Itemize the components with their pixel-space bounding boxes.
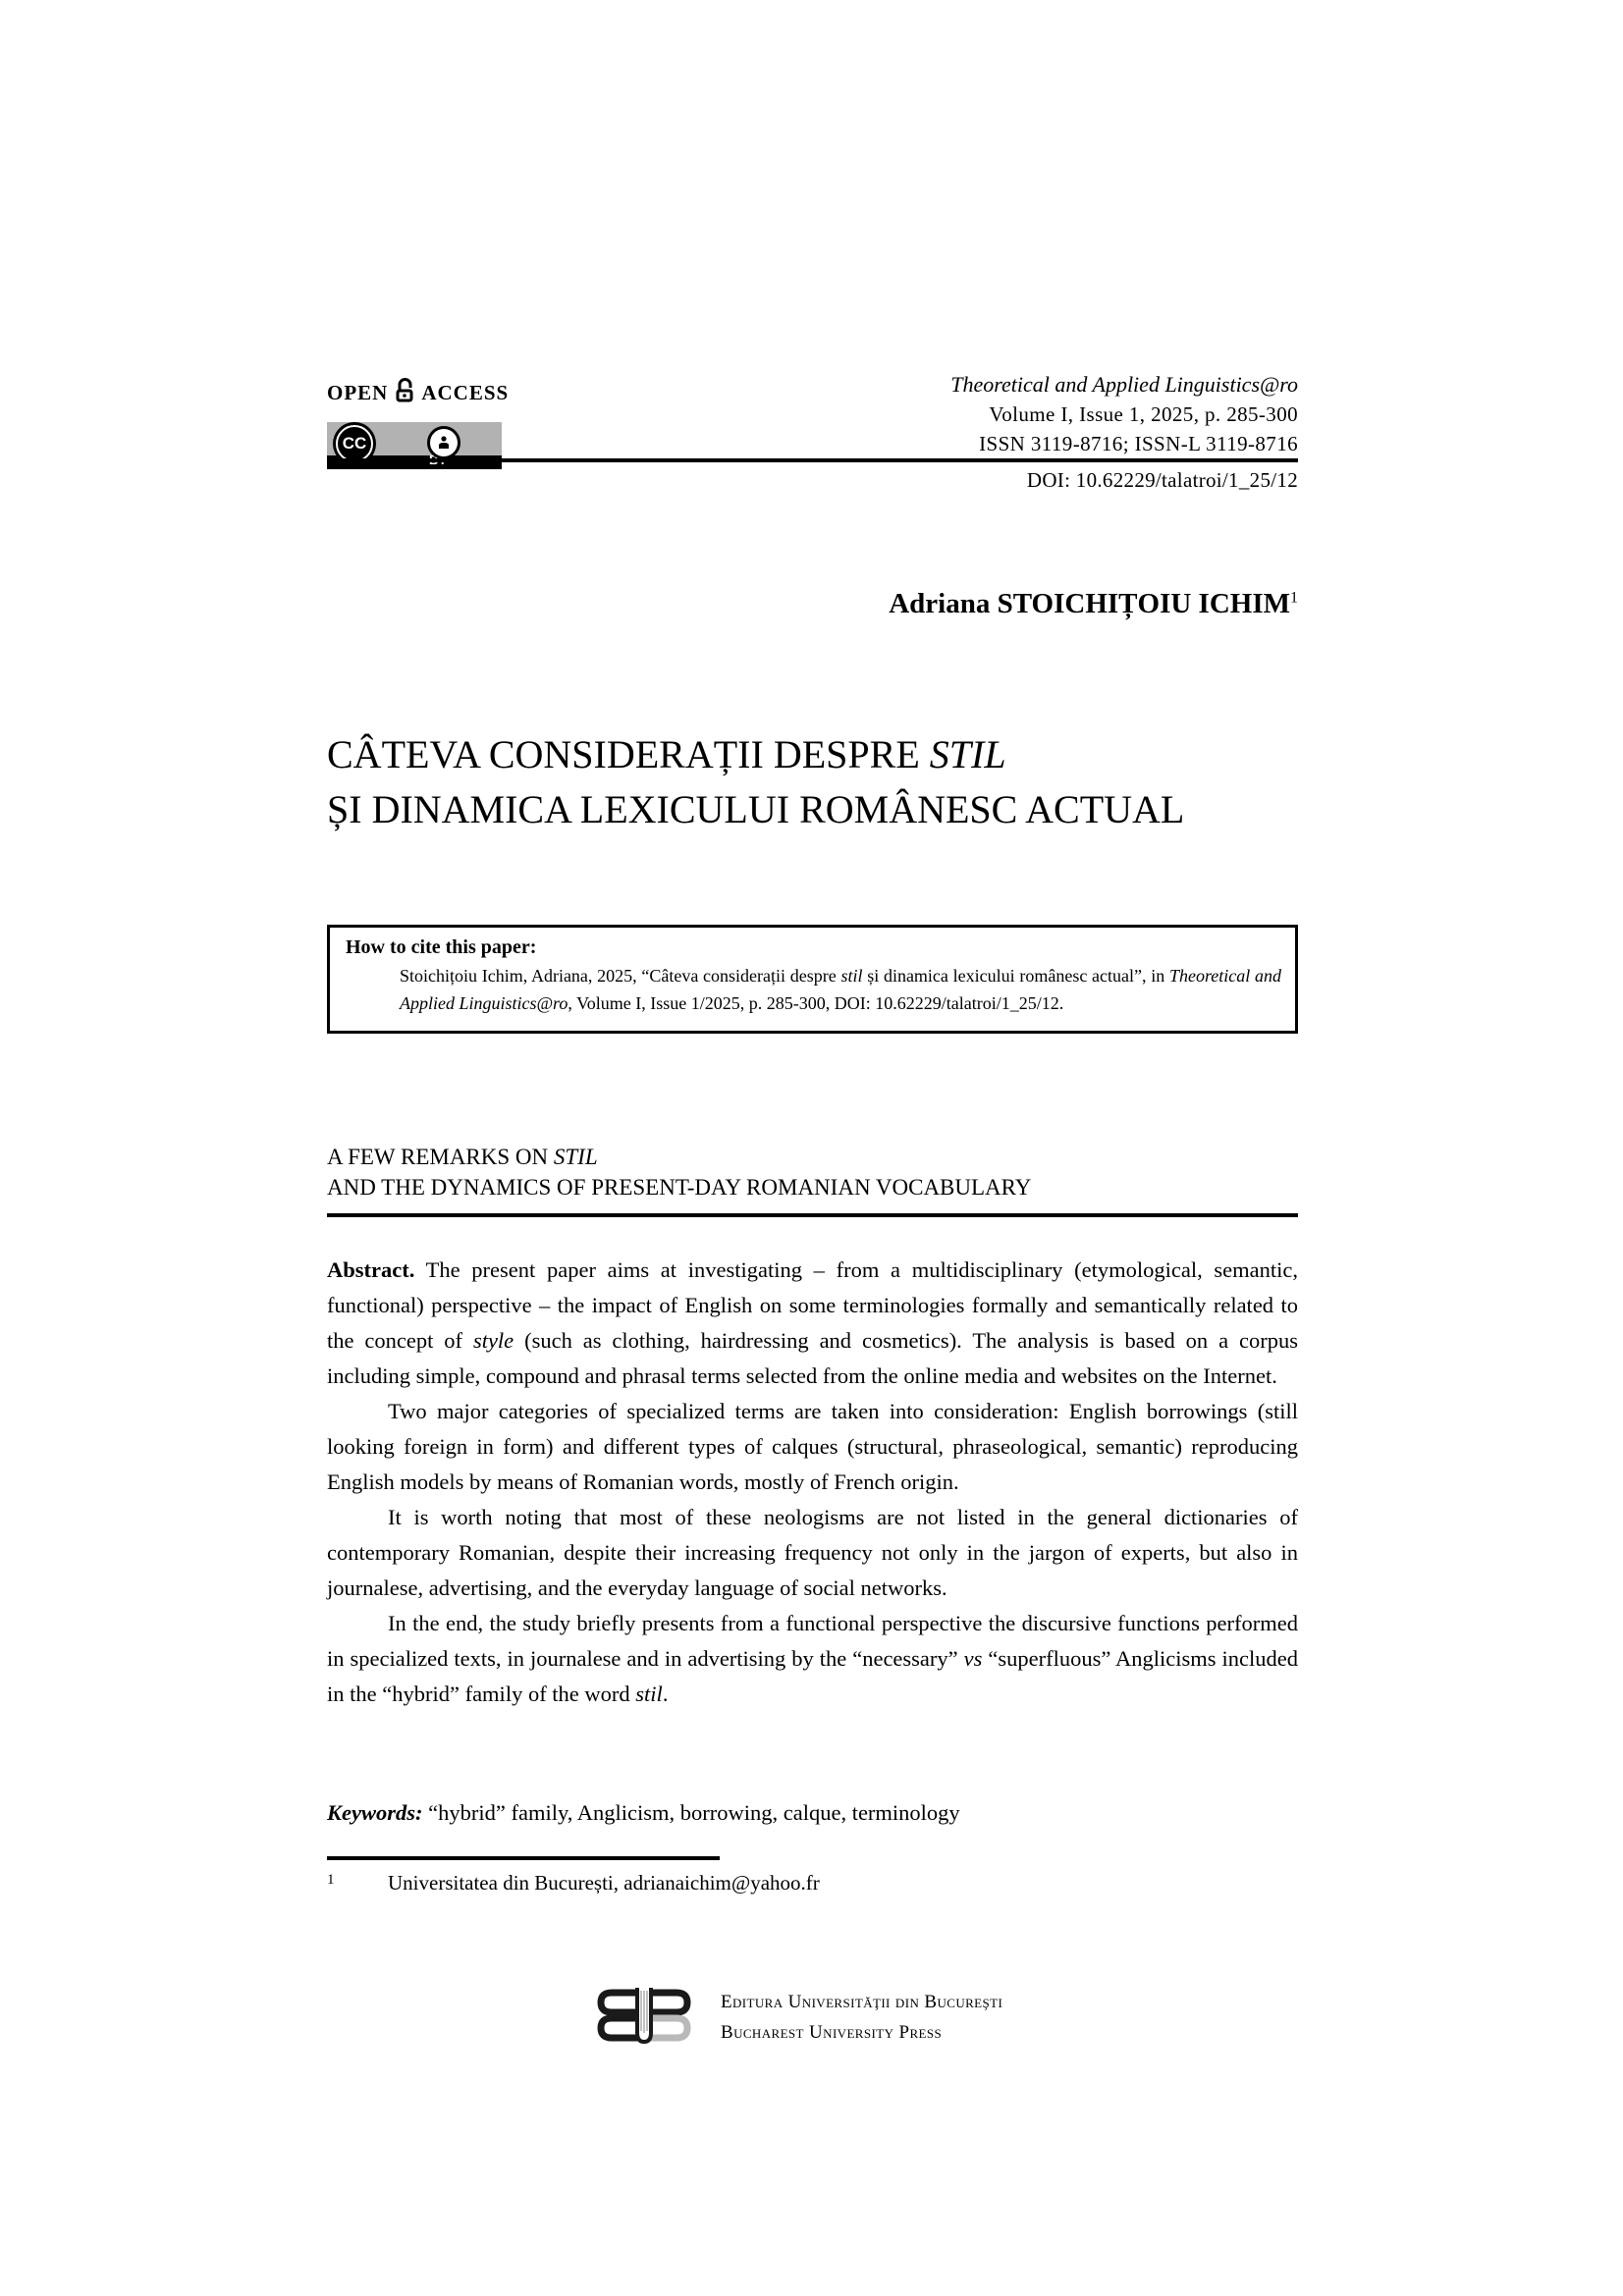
journal-info [950, 370, 1298, 458]
author-given-name: Adriana [889, 588, 998, 619]
open-access-access-text: ACCESS [421, 380, 510, 404]
abstract-p1-seg2: (such as clothing, hairdressing and cosmetics). The analysis is based on a corpus including simple, compound and phrasal terms selected from the online media and websites on the Internet. [327, 1328, 1298, 1388]
publisher-name-en: Bucharest University Press [721, 2021, 943, 2043]
english-title-line1-italic: STIL [553, 1145, 598, 1169]
abstract-p4-seg2: “superfluous” Anglicisms included in the “hybrid” family of the word [327, 1646, 1298, 1706]
abstract-divider [327, 1213, 1298, 1217]
open-lock-icon [395, 377, 414, 408]
footnote-marker: 1 [327, 1872, 335, 1888]
publisher-name-ro: Editura Universităţii din Bucureşti [721, 1991, 1003, 2012]
doi-line: DOI: 10.62229/talatroi/1_25/12 [1026, 468, 1298, 492]
cc-icon [336, 425, 373, 462]
abstract-paragraph-1 [327, 1253, 1298, 1394]
header-divider [327, 458, 1298, 462]
abstract-label: Abstract. [327, 1257, 415, 1282]
keywords-text: “hybrid” family, Anglicism, borrowing, calque, terminology [422, 1800, 960, 1825]
abstract-p4-italic1: vs [963, 1646, 983, 1671]
cc-letters: CC [342, 434, 367, 453]
journal-volume-line: Volume I, Issue 1, 2025, p. 285-300 [989, 402, 1298, 426]
abstract-paragraph-3: It is worth noting that most of these neologisms are not listed in the general dictionaries of contemporary Romanian, despite their increasing frequency not only in the jargon of experts, but also in journalese, advertising, and the everyday language of social networks. [327, 1505, 1298, 1600]
abstract-paragraph-2: Two major categories of specialized terms are taken into consideration: English borrowings (still looking foreign in form) and different types of calques (structural, phraseological, semantic) reproducing English models by means of Romanian words, mostly of French origin. [327, 1399, 1298, 1494]
footnote [327, 1871, 1298, 1896]
cite-seg1: Stoichițoiu Ichim, Adriana, 2025, “Câteva considerații despre [400, 966, 841, 986]
footnote-text: Universitatea din București, adrianaichim@yahoo.fr [388, 1871, 820, 1895]
how-to-cite-box [327, 925, 1298, 1034]
keywords-line [327, 1800, 1298, 1826]
open-access-open-text: OPEN [327, 380, 389, 404]
attribution-person-icon [427, 426, 460, 459]
publisher-block [593, 1982, 1002, 2052]
cite-heading: How to cite this paper: [346, 936, 537, 958]
abstract-p1-seg1: The present paper aims at investigating – from a multidisciplinary (etymological, semantic, functional) perspective – the impact of English on some terminologies formally and semantically related to the concept of [327, 1257, 1298, 1353]
author-footnote-ref: 1 [1290, 589, 1298, 607]
abstract-p4-seg1: In the end, the study briefly presents from a functional perspective the discursive functions performed in specialized texts, in journalese and in advertising by the “necessary” [327, 1611, 1298, 1671]
author-name [327, 588, 1298, 620]
abstract-p4-italic2: stil [635, 1682, 663, 1706]
open-access-block [327, 377, 509, 408]
cite-text [400, 962, 1281, 1017]
english-title-line2-text: AND THE DYNAMICS OF PRESENT-DAY ROMANIAN VOCABULARY [327, 1175, 1032, 1200]
cite-seg3: și dinamica lexicului românesc actual”, in [862, 966, 1169, 986]
journal-issn-line: ISSN 3119-8716; ISSN-L 3119-8716 [979, 432, 1298, 455]
english-title [327, 1142, 1298, 1202]
english-title-line1-text: A FEW REMARKS ON [327, 1145, 554, 1169]
paper-title [327, 727, 1328, 837]
cite-journal-italic: Theoretical and Applied Linguistics@ro [400, 966, 1281, 1013]
publisher-name [721, 1987, 1002, 2048]
journal-title: Theoretical and Applied Linguistics@ro [950, 372, 1298, 397]
abstract-p4-seg3: . [662, 1682, 669, 1706]
title-line1-text: CÂTEVA CONSIDERAȚII DESPRE [327, 732, 930, 776]
abstract-paragraph-4 [327, 1606, 1298, 1712]
abstract-p1-italic: style [472, 1328, 514, 1353]
title-line1-italic: STIL [929, 732, 1006, 776]
bucharest-university-press-logo-icon [593, 1982, 695, 2052]
abstract [327, 1253, 1298, 1712]
title-line2-text: ȘI DINAMICA LEXICULUI ROMÂNESC ACTUAL [327, 787, 1185, 831]
footnote-divider [327, 1856, 720, 1860]
cite-seg2-italic: stil [840, 966, 863, 986]
cite-seg5: , Volume I, Issue 1/2025, p. 285-300, DOI: 10.62229/talatroi/1_25/12. [568, 993, 1064, 1013]
open-access-label [327, 377, 509, 408]
author-surname: STOICHIȚOIU ICHIM [997, 588, 1290, 619]
keywords-label: Keywords: [327, 1800, 423, 1825]
